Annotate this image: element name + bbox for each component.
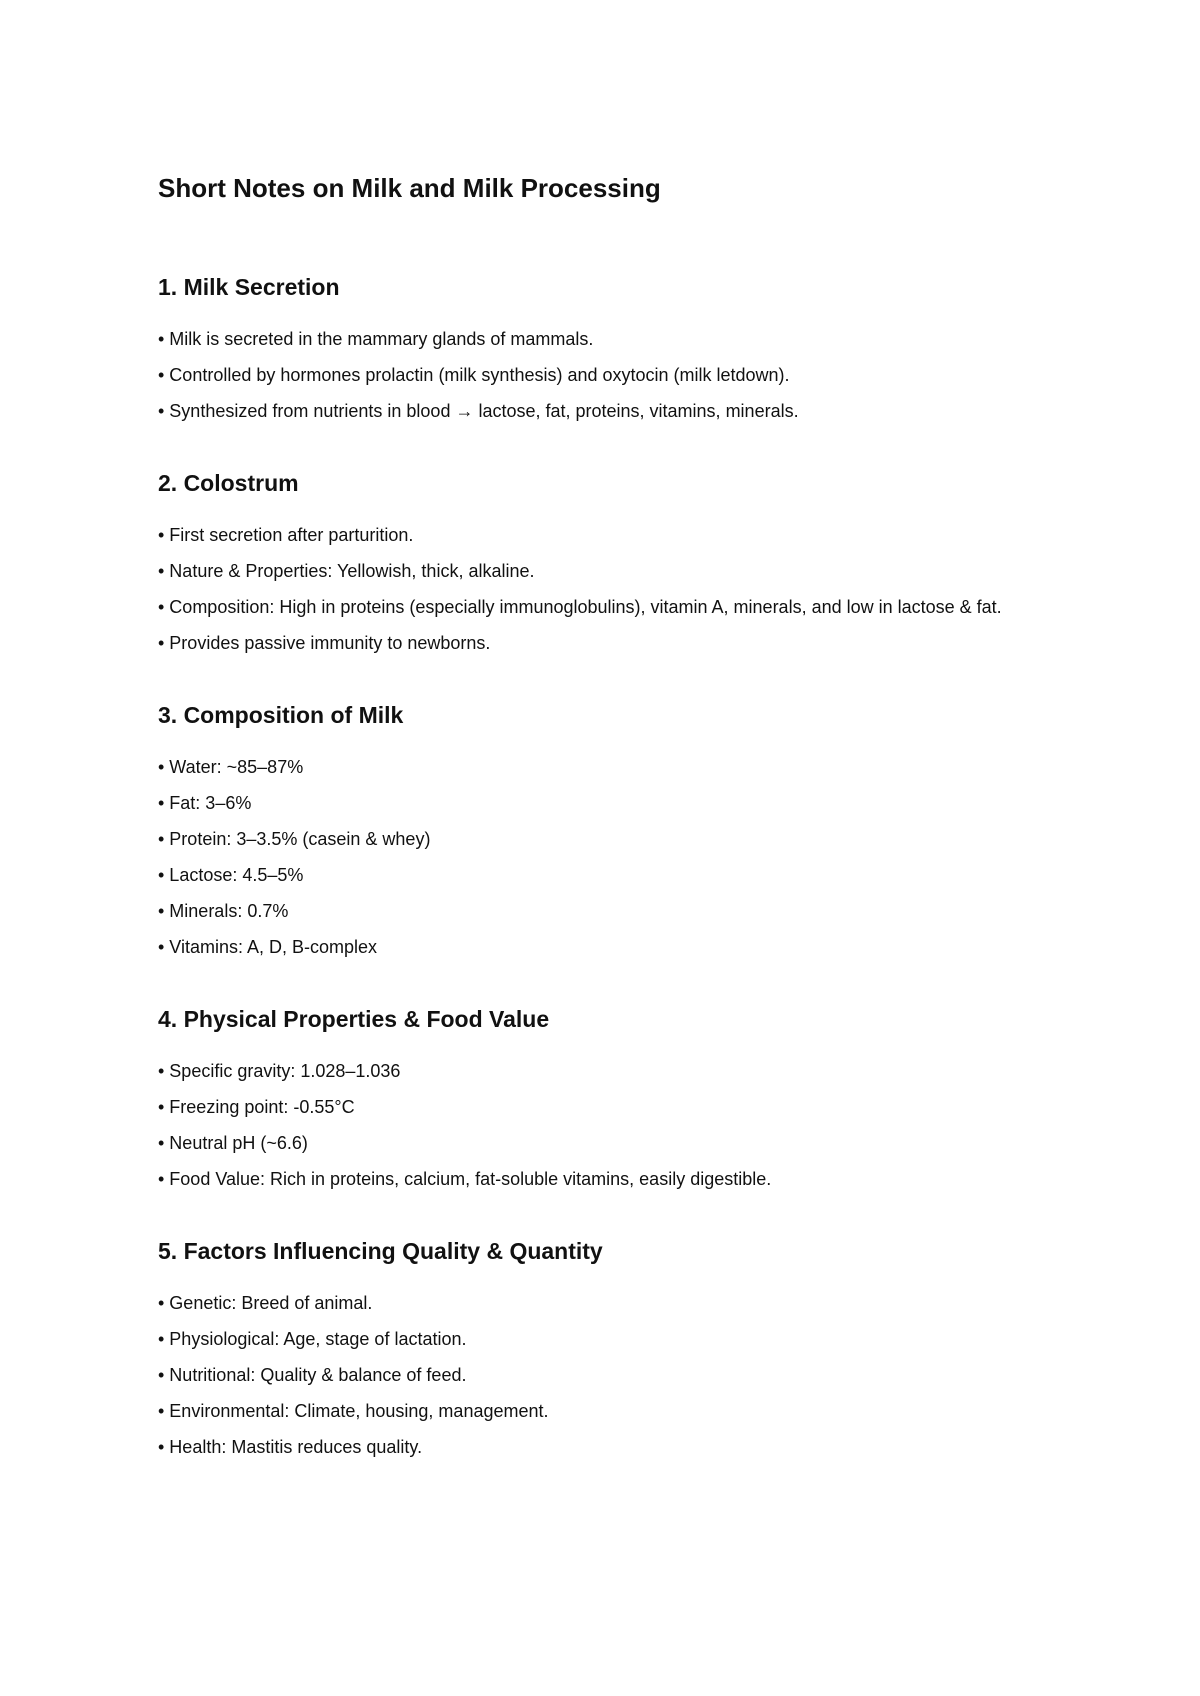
list-item: • Milk is secreted in the mammary glands of mammals. [158, 329, 594, 349]
list-item: • Specific gravity: 1.028–1.036 [158, 1061, 401, 1081]
section-colostrum [158, 468, 1038, 654]
bullet-list [158, 524, 1038, 654]
list-item: • Lactose: 4.5–5% [158, 865, 304, 885]
list-item: • Minerals: 0.7% [158, 901, 289, 921]
list-item: • Nature & Properties: Yellowish, thick, alkaline. [158, 561, 535, 581]
section-physical-properties [158, 1004, 1038, 1190]
document-page [158, 170, 1038, 1458]
list-item: • Protein: 3–3.5% (casein & whey) [158, 829, 431, 849]
bullet-list [158, 756, 1038, 958]
page-title: Short Notes on Milk and Milk Processing [158, 173, 661, 203]
list-item: • Neutral pH (~6.6) [158, 1133, 308, 1153]
section-milk-secretion [158, 272, 1038, 422]
bullet-list [158, 1060, 1038, 1190]
list-item: • Physiological: Age, stage of lactation. [158, 1329, 467, 1349]
section-heading: 1. Milk Secretion [158, 274, 340, 300]
section-heading: 2. Colostrum [158, 470, 299, 496]
bullet-list [158, 1292, 1038, 1458]
list-item: • Food Value: Rich in proteins, calcium, fat-soluble vitamins, easily digestible. [158, 1169, 772, 1189]
list-item: • Synthesized from nutrients in blood → lactose, fat, proteins, vitamins, minerals. [158, 401, 799, 421]
list-item: • Freezing point: -0.55°C [158, 1097, 355, 1117]
list-item: • Water: ~85–87% [158, 757, 304, 777]
section-composition-of-milk [158, 700, 1038, 958]
list-item: • Fat: 3–6% [158, 793, 252, 813]
bullet-list [158, 328, 1038, 422]
list-item: • Vitamins: A, D, B-complex [158, 937, 378, 957]
list-item: • Nutritional: Quality & balance of feed. [158, 1365, 467, 1385]
section-heading: 5. Factors Influencing Quality & Quantity [158, 1238, 603, 1264]
list-item: • Health: Mastitis reduces quality. [158, 1437, 423, 1457]
list-item: • Provides passive immunity to newborns. [158, 633, 491, 653]
section-factors-influencing [158, 1236, 1038, 1458]
list-item: • Composition: High in proteins (especially immunoglobulins), vitamin A, minerals, and low in lactose & fat. [158, 597, 1002, 617]
section-heading: 4. Physical Properties & Food Value [158, 1006, 550, 1032]
section-heading: 3. Composition of Milk [158, 702, 404, 728]
list-item: • First secretion after parturition. [158, 525, 414, 545]
list-item: • Genetic: Breed of animal. [158, 1293, 373, 1313]
list-item: • Environmental: Climate, housing, management. [158, 1401, 549, 1421]
list-item: • Controlled by hormones prolactin (milk synthesis) and oxytocin (milk letdown). [158, 365, 790, 385]
